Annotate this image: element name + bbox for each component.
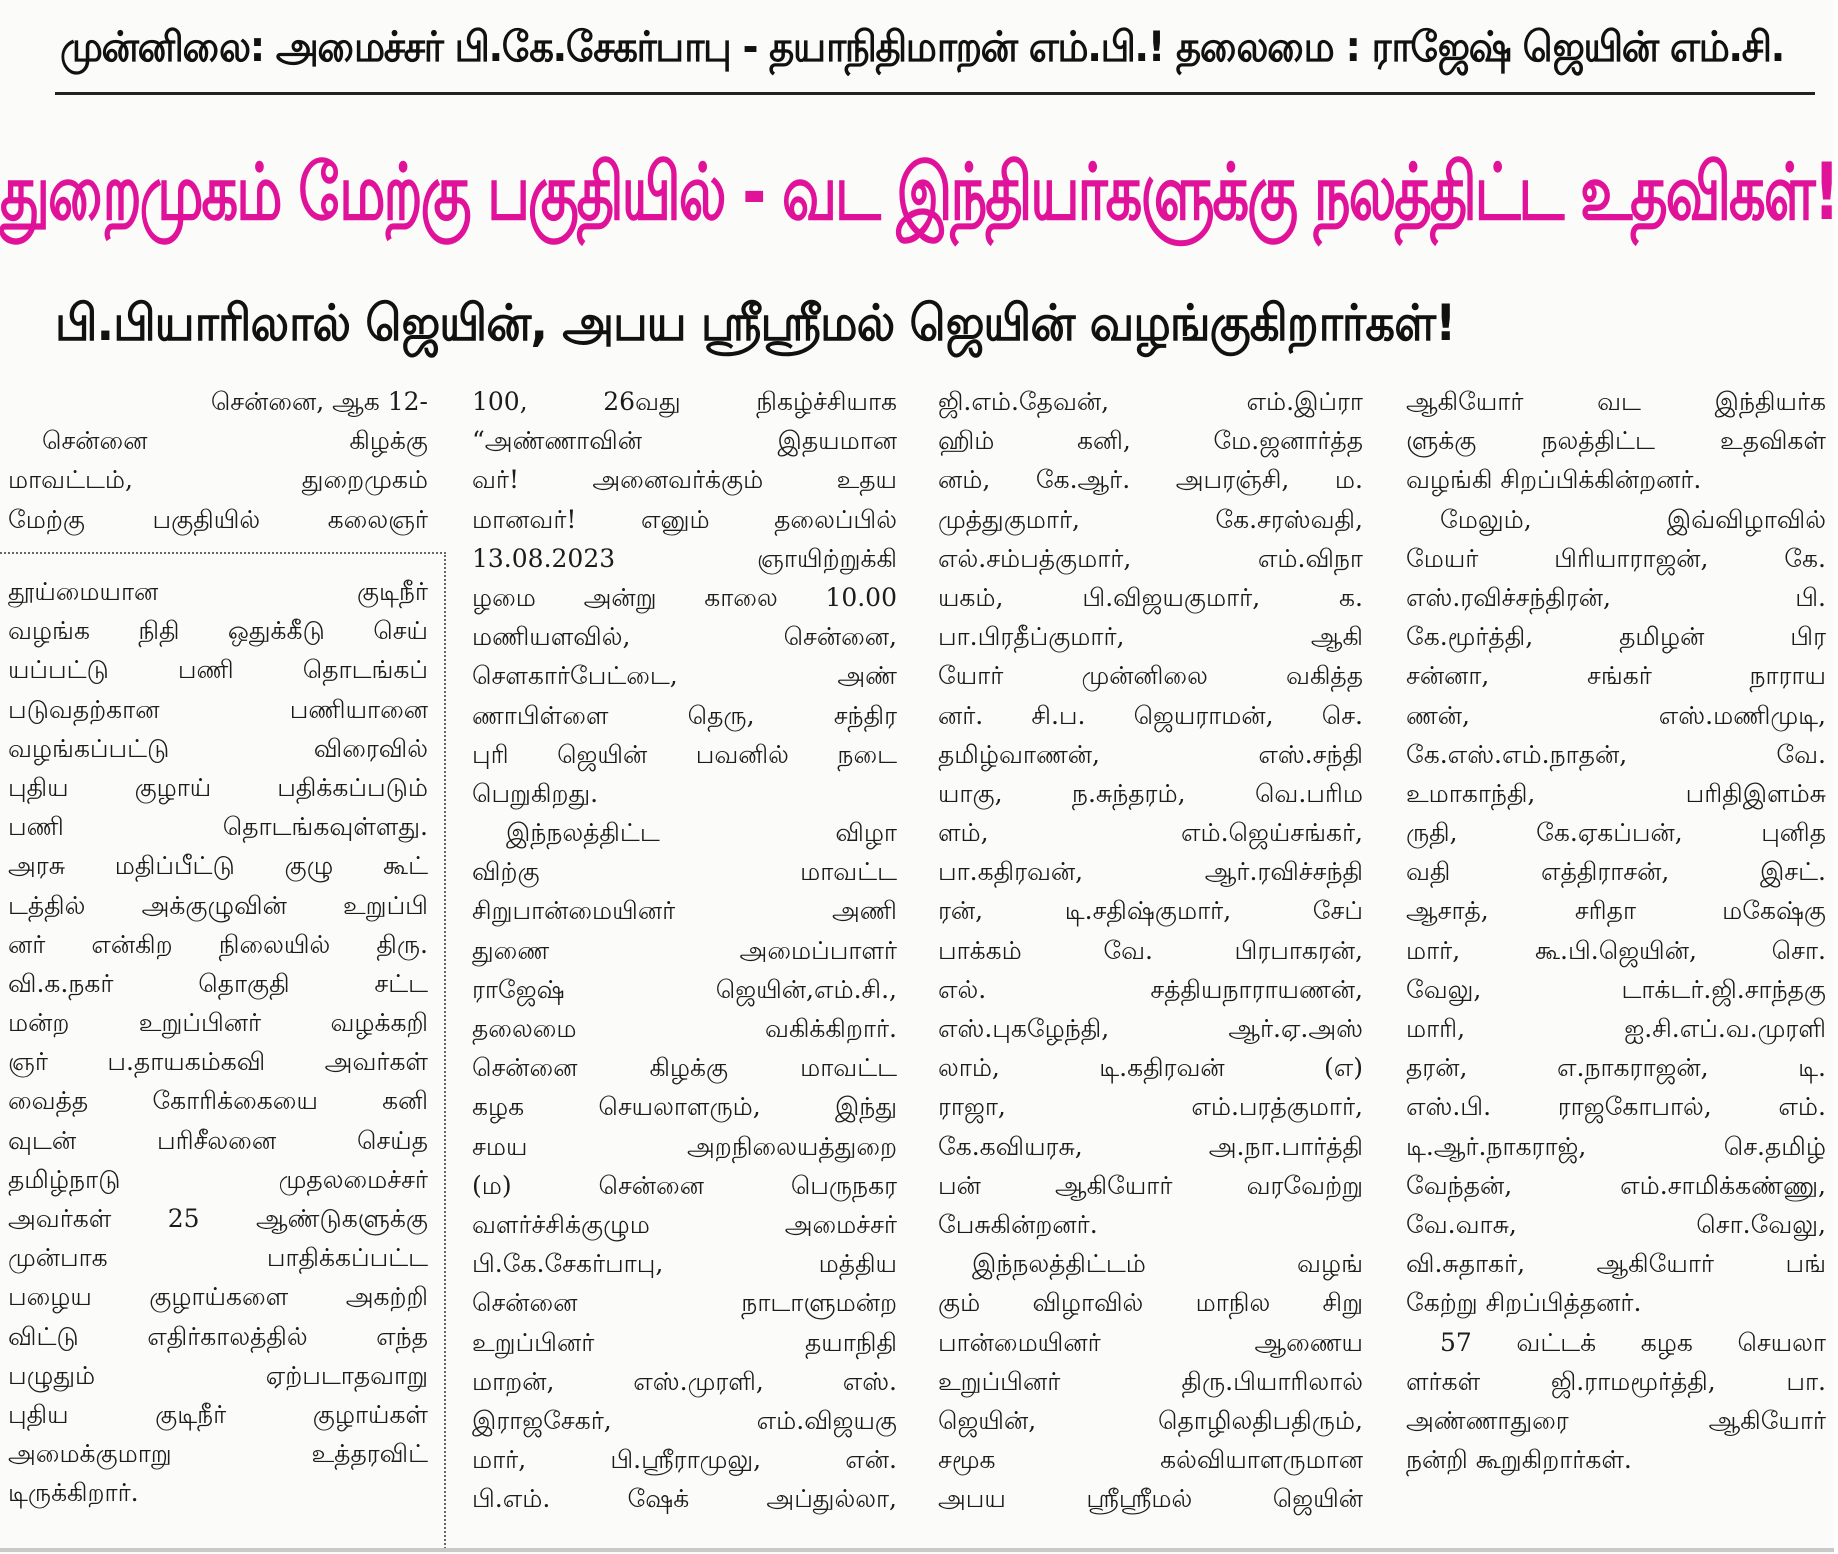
article-line: தமிழ்நாடு முதலமைச்சர்: [8, 1164, 428, 1194]
article-line: பணி தொடங்கவுள்ளது.: [8, 812, 428, 842]
article-line: லாம், டி.கதிரவன் (எ): [938, 1053, 1363, 1083]
article-line: டி.ஆர்.நாகராஜ், செ.தமிழ்: [1406, 1131, 1826, 1161]
article-line: நன்றி கூறுகிறார்கள்.: [1406, 1445, 1632, 1475]
article-line: மன்ற உறுப்பினர் வழக்கறி: [8, 1008, 428, 1038]
article-line: யோர் முன்னிலை வகித்த: [938, 661, 1363, 691]
article-line: பன் ஆகியோர் வரவேற்று: [938, 1170, 1363, 1200]
article-line: பா.பிரதீப்குமார், ஆகி: [938, 622, 1363, 652]
article-line: தரன், எ.நாகராஜன், டி.: [1406, 1053, 1826, 1083]
article-line: அமைக்குமாறு உத்தரவிட்: [8, 1439, 428, 1469]
article-line: டத்தில் அக்குழுவின் உறுப்பி: [8, 890, 428, 920]
article-line: புரி ஜெயின் பவனில் நடை: [472, 739, 897, 769]
article-line: முத்துகுமார், கே.சரஸ்வதி,: [938, 504, 1363, 534]
article-line: பாக்கம் வே. பிரபாகரன்,: [938, 935, 1363, 965]
article-line: (ம) சென்னை பெருநகர: [472, 1170, 897, 1200]
article-line: மாறன், எஸ்.முரளி, எஸ்.: [472, 1366, 897, 1396]
article-line: சன்னா, சங்கர் நாராய: [1406, 661, 1826, 691]
article-line: வேந்தன், எம்.சாமிக்கண்ணு,: [1406, 1170, 1826, 1200]
column-2: [472, 382, 897, 1518]
bottom-edge: [0, 1548, 1834, 1552]
article-line: எல். சத்தியநாராயணன்,: [938, 974, 1363, 1004]
article-line: பா.கதிரவன், ஆர்.ரவிச்சந்தி: [938, 857, 1363, 887]
article-line: படுவதற்கான பணியானை: [8, 694, 428, 724]
subheadline: பி.பியாரிலால் ஜெயின், அபய ஸ்ரீஸ்ரீமல் ஜெயின் வழங்குகிறார்கள்!: [55, 294, 1456, 352]
article-line: சென்னை கிழக்கு: [42, 426, 428, 456]
article-line: கேற்று சிறப்பித்தனர்.: [1406, 1288, 1642, 1318]
article-line: எல்.சம்பத்குமார், எம்.விநா: [938, 543, 1363, 573]
article-line: வழங்க நிதி ஒதுக்கீடு செய்: [8, 616, 428, 646]
article-line: கும் விழாவில் மாநில சிறு: [938, 1288, 1363, 1318]
article-line: யப்பட்டு பணி தொடங்கப்: [8, 655, 428, 685]
article-line: ழமை அன்று காலை 10.00: [472, 582, 897, 612]
article-line: தூய்மையான குடிநீர்: [8, 577, 428, 606]
column-4: [1406, 382, 1826, 1479]
article-line: டிருக்கிறார்.: [8, 1478, 139, 1508]
article-line: சமய அறநிலையத்துறை: [472, 1131, 897, 1161]
article-line: பி.கே.சேகர்பாபு, மத்திய: [472, 1249, 897, 1279]
column-divider-horizontal: [0, 552, 446, 554]
article-line: வர்! அனைவர்க்கும் உதய: [472, 465, 897, 495]
article-line: வே.வாசு, சொ.வேலு,: [1406, 1209, 1826, 1239]
article-line: பெறுகிறது.: [472, 778, 599, 808]
article-line: எஸ்.ரவிச்சந்திரன், பி.: [1406, 582, 1826, 612]
article-line: மார், கூ.பி.ஜெயின், சொ.: [1406, 935, 1826, 965]
article-line: துணை அமைப்பாளர்: [472, 935, 897, 965]
article-line: விற்கு மாவட்ட: [472, 857, 897, 887]
article-line: ளர்கள் ஜி.ராமமூர்த்தி, பா.: [1406, 1366, 1826, 1396]
article-line: வி.சுதாகர், ஆகியோர் பங்: [1406, 1249, 1826, 1279]
article-line: கே.கவியரசு, அ.நா.பார்த்தி: [938, 1131, 1363, 1161]
article-line: ஜி.எம்.தேவன், எம்.இப்ரா: [938, 387, 1363, 416]
article-line: ஜெயின், தொழிலதிபதிரும்,: [938, 1405, 1363, 1435]
article-line: மானவர்! எனும் தலைப்பில்: [472, 504, 897, 534]
article-line: தலைமை வகிக்கிறார்.: [472, 1014, 897, 1043]
article-line: பழுதும் ஏற்படாதவாறு: [8, 1360, 428, 1390]
article-line: புதிய குழாய் பதிக்கப்படும்: [8, 772, 428, 802]
kicker-line: முன்னிலை: அமைச்சர் பி.கே.சேகர்பாபு - தயாநிதிமாறன் எம்.பி.! தலைமை : ராஜேஷ் ஜெயின் எம்.சி.: [60, 22, 1784, 71]
article-line: அபய ஸ்ரீஸ்ரீமல் ஜெயின்: [938, 1484, 1363, 1514]
article-line: வழங்கி சிறப்பிக்கின்றனர்.: [1406, 465, 1702, 495]
article-line: உறுப்பினர் தயாநிதி: [472, 1327, 897, 1357]
article-line: மார், பி.ஸ்ரீராமுலு, என்.: [472, 1445, 897, 1475]
column-divider-vertical: [444, 552, 446, 1552]
article-line: சமூக கல்வியாளருமான: [938, 1445, 1363, 1475]
article-line: சென்னை, ஆக 12-: [210, 387, 428, 416]
article-line: மேயர் பிரியாராஜன், கே.: [1406, 543, 1826, 573]
article-line: சென்னை கிழக்கு மாவட்ட: [472, 1053, 897, 1083]
article-line: அரசு மதிப்பீட்டு குழு கூட்: [8, 851, 428, 881]
article-line: ஞர் ப.தாயகம்கவி அவர்கள்: [8, 1047, 428, 1077]
article-line: வழங்கப்பட்டு விரைவில்: [8, 733, 428, 763]
article-line: உமாகாந்தி, பரிதிஇளம்சு: [1406, 778, 1826, 808]
article-line: தமிழ்வாணன், எஸ்.சந்தி: [938, 739, 1363, 769]
article-line: எஸ்.புகழேந்தி, ஆர்.ஏ.அஸ்: [938, 1014, 1363, 1043]
article-line: உறுப்பினர் திரு.பியாரிலால்: [938, 1366, 1363, 1396]
article-line: 57 வட்டக் கழக செயலா: [1440, 1327, 1826, 1357]
article-line: ளுக்கு நலத்திட்ட உதவிகள்: [1406, 426, 1826, 456]
article-line: னர். சி.ப. ஜெயராமன், செ.: [938, 700, 1363, 730]
article-line: அண்ணாதுரை ஆகியோர்: [1406, 1405, 1826, 1435]
article-line: ராஜா, எம்.பரத்குமார்,: [938, 1092, 1363, 1122]
article-line: ராஜேஷ் ஜெயின்,எம்.சி.,: [472, 974, 897, 1004]
article-line: 100, 26வது நிகழ்ச்சியாக: [472, 387, 897, 416]
column-1-intro: [8, 382, 428, 539]
article-line: வி.க.நகர் தொகுதி சட்ட: [8, 968, 428, 998]
article-line: சௌகார்பேட்டை, அண்: [472, 661, 897, 691]
column-1-body: [8, 572, 428, 1513]
column-3: [938, 382, 1363, 1518]
article-line: னர் என்கிற நிலையில் திரு.: [8, 929, 428, 959]
article-line: 13.08.2023 ஞாயிற்றுக்கி: [472, 543, 897, 573]
article-line: கே.எஸ்.எம்.நாதன், வே.: [1406, 739, 1826, 769]
kicker-divider: [55, 92, 1815, 95]
article-line: பான்மையினர் ஆணைய: [938, 1327, 1363, 1357]
article-line: ணன், எஸ்.மணிமுடி,: [1406, 700, 1826, 730]
article-line: மாரி, ஐ.சி.எப்.வ.முரளி: [1406, 1014, 1826, 1043]
article-line: புதிய குடிநீர் குழாய்கள்: [8, 1399, 428, 1429]
article-line: மேலும், இவ்விழாவில்: [1440, 504, 1826, 534]
article-line: “அண்ணாவின் இதயமான: [472, 426, 897, 456]
article-line: கே.மூர்த்தி, தமிழன் பிர: [1406, 622, 1826, 652]
article-line: மணியளவில், சென்னை,: [472, 622, 897, 652]
article-line: விட்டு எதிர்காலத்தில் எந்த: [8, 1321, 428, 1351]
article-line: ருதி, கே.ஏகப்பன், புனித: [1406, 818, 1826, 848]
article-line: வைத்த கோரிக்கையை கனி: [8, 1086, 428, 1116]
article-line: இந்நலத்திட்ட விழா: [506, 818, 897, 848]
article-line: வளர்ச்சிக்குழும அமைச்சர்: [472, 1209, 897, 1239]
article-line: இராஜசேகர், எம்.விஜயகு: [472, 1405, 897, 1435]
article-line: சிறுபான்மையினர் அணி: [472, 896, 897, 926]
article-line: னம், கே.ஆர். அபரஞ்சி, ம.: [938, 465, 1363, 495]
article-line: யகம், பி.விஜயகுமார், க.: [938, 582, 1363, 612]
article-line: பேசுகின்றனர்.: [938, 1209, 1098, 1239]
article-line: ணாபிள்ளை தெரு, சந்திர: [472, 700, 897, 730]
article-line: வுடன் பரிசீலனை செய்த: [8, 1125, 428, 1155]
article-line: பி.எம். ஷேக் அப்துல்லா,: [472, 1484, 897, 1514]
article-line: ஹிம் கனி, மே.ஜனார்த்த: [938, 426, 1363, 456]
article-line: வதி எத்திராசன், இசட்.: [1406, 857, 1826, 887]
article-line: முன்பாக பாதிக்கப்பட்ட: [8, 1243, 428, 1273]
article-line: ஆகியோர் வட இந்தியர்க: [1406, 387, 1826, 416]
headline: துறைமுகம் மேற்கு பகுதியில் - வட இந்தியர்களுக்கு நலத்திட்ட உதவிகள்!: [0, 148, 1838, 238]
article-line: ளம், எம்.ஜெய்சங்கர்,: [938, 818, 1363, 848]
article-line: மேற்கு பகுதியில் கலைஞர்: [8, 504, 428, 534]
article-line: ரன், டி.சதிஷ்குமார், சேப்: [938, 896, 1363, 926]
article-line: கழக செயலாளரும், இந்து: [472, 1092, 897, 1122]
article-line: எஸ்.பி. ராஜகோபால், எம்.: [1406, 1092, 1826, 1122]
article-line: பழைய குழாய்களை அகற்றி: [8, 1282, 428, 1312]
article-line: இந்நலத்திட்டம் வழங்: [972, 1249, 1363, 1279]
article-line: அவர்கள் 25 ஆண்டுகளுக்கு: [8, 1204, 428, 1233]
article-line: யாகு, ந.சுந்தரம், வெ.பரிம: [938, 778, 1363, 808]
article-line: சென்னை நாடாளுமன்ற: [472, 1288, 897, 1318]
article-line: ஆசாத், சரிதா மகேஷ்கு: [1406, 896, 1826, 926]
article-line: மாவட்டம், துறைமுகம்: [8, 465, 428, 495]
article-line: வேலு, டாக்டர்.ஜி.சாந்தகு: [1406, 974, 1826, 1004]
